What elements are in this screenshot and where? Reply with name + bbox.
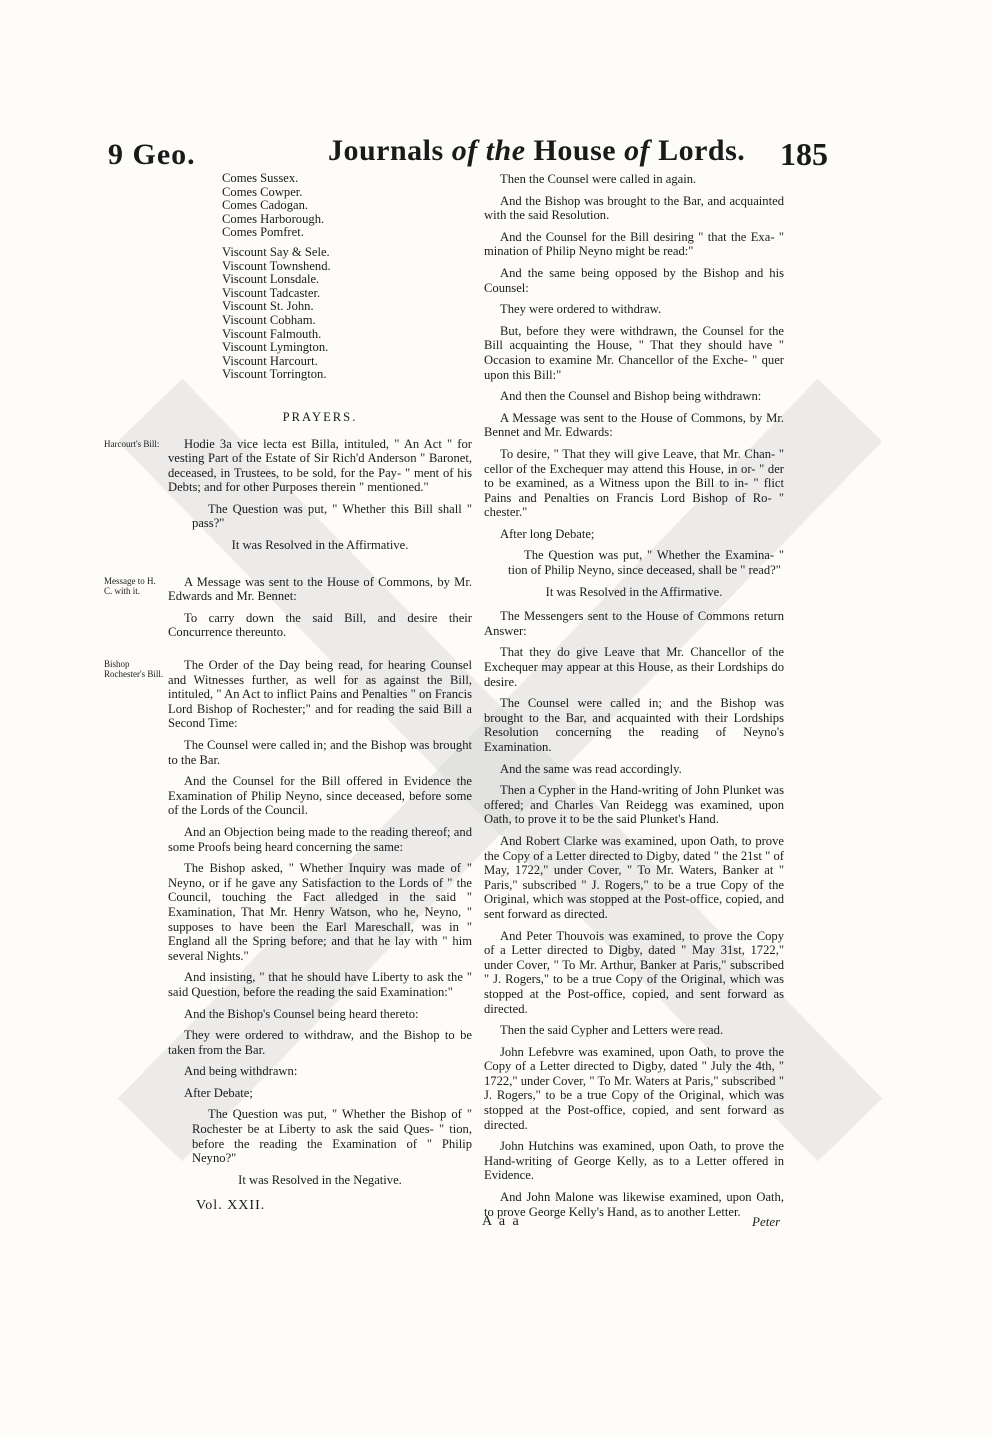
paragraph-opposed: And the same being opposed by the Bishop and his Counsel:: [484, 265, 784, 295]
question-examination: The Question was put, " Whether the Examina- " tion of Philip Neyno, since deceased, shall be " read?": [508, 548, 784, 578]
peer-name: Comes Cadogan.: [222, 198, 309, 213]
paragraph-hodie: Hodie 3a vice lecta est Billa, intituled, " An Act " for vesting Part of the Estate of Sir Rich'd Anderson " Baronet, deceased, in Trustees, to be sold, for the Pay- " ment of his Debts; and for other Purposes therein " mentioned.": [168, 436, 472, 495]
paragraph-being-withdrawn: And being withdrawn:: [184, 1064, 298, 1079]
volume-label: Vol. XXII.: [196, 1198, 266, 1213]
paragraph-clarke: And Robert Clarke was examined, upon Oath, to prove the Copy of a Letter directed to Digby, dated " the 21st " of May, 1722," under Cover, " To Mr. Waters, Banker at " Paris," subscribed " J. Rogers," to be a true Copy of the Original, which was stopped at the Post-office, copied, and sent forward as directed.: [484, 833, 784, 921]
peer-name: Viscount Townshend.: [222, 258, 331, 273]
paragraph-counsel-offered: And the Counsel for the Bill offered in Evidence the Examination of Philip Neyno, since deceased, before some of the Lords of the Council.: [168, 774, 472, 818]
peer-name: Comes Sussex.: [222, 171, 299, 185]
margin-note-bishop: Bishop Rochester's Bill.: [104, 659, 164, 680]
comites-list: [222, 172, 472, 240]
paragraph-malone: And John Malone was likewise examined, upon Oath, to prove George Kelly's Hand, as to another Letter.: [484, 1190, 784, 1219]
resolved-affirmative-2: It was Resolved in the Affirmative.: [545, 584, 723, 599]
paragraph-bishops-counsel: And the Bishop's Counsel being heard thereto:: [184, 1006, 419, 1021]
journal-title: Journals of the House of Lords.: [328, 134, 746, 167]
resolved-affirmative-1: It was Resolved in the Affirmative.: [231, 538, 409, 553]
paragraph-give-leave: That they do give Leave that Mr. Chancellor of the Exchequer may appear at this House, as their Lordships do desire.: [484, 645, 784, 689]
peer-name: Viscount Cobham.: [222, 312, 316, 327]
viscounts-list: [222, 246, 472, 382]
paragraph-counsel-called: The Counsel were called in; and the Bishop was brought to the Bar.: [168, 738, 472, 767]
paragraph-thouvois: And Peter Thouvois was examined, to prove the Copy of a Letter directed to Digby, dated " May 31st, 1722," under Cover, " To Mr. Arthur, Banker at Paris," subscribed " J. Rogers," to be a true Copy of the Original, which was stopped at the Post-office, copied, and sent forward as directed.: [484, 928, 784, 1016]
right-column: [484, 172, 784, 1226]
paragraph-lefebvre: John Lefebvre was examined, upon Oath, to prove the Copy of a Letter directed to Digby, dated " July the 4th, " 1722," under Cover, " To Mr. Waters at Paris," subscribed " J. Rogers," to be a true Copy of the Original, which was stopped at the Post-office, copied, and sent forward as directed.: [484, 1044, 784, 1132]
paragraph-cypher: Then a Cypher in the Hand-writing of John Plunket was offered; and Charles Van Reidegg was examined, upon Oath, to prove it to be the said Plunket's Hand.: [484, 783, 784, 827]
peer-name: Viscount St. John.: [222, 299, 314, 314]
paragraph-counsel-desiring: And the Counsel for the Bill desiring " that the Exa- " mination of Philip Neyno might be read:": [484, 229, 784, 259]
peer-name: Comes Cowper.: [222, 184, 303, 199]
paragraph-to-desire: To desire, " That they will give Leave, that Mr. Chan- " cellor of the Exchequer may attend this House, in or- " der to be examined, as a Witness upon the Bill to in- " flict Pains and Penalties on Francis Lord Bishop of Ro- " chester.": [484, 446, 784, 520]
paragraph-insisting: And insisting, " that he should have Liberty to ask the " said Question, before the reading the said Examination:": [168, 970, 472, 999]
peer-name: Comes Harborough.: [222, 211, 325, 226]
catchword: Peter: [752, 1214, 781, 1229]
peer-name: Viscount Falmouth.: [222, 326, 322, 341]
paragraph-bishop-brought: And the Bishop was brought to the Bar, and acquainted with the said Resolution.: [484, 193, 784, 223]
paragraph-messengers: The Messengers sent to the House of Commons return Answer:: [484, 609, 784, 638]
paragraph-withdraw: They were ordered to withdraw, and the Bishop to be taken from the Bar.: [168, 1028, 472, 1057]
paragraph-carry: To carry down the said Bill, and desire their Concurrence thereunto.: [168, 610, 472, 640]
page-number: 185: [780, 136, 828, 172]
paragraph-ordered-withdraw: They were ordered to withdraw.: [500, 302, 662, 317]
paragraph-long-debate: After long Debate;: [500, 526, 595, 541]
resolved-negative: It was Resolved in the Negative.: [238, 1172, 402, 1187]
question-pass: The Question was put, " Whether this Bill shall " pass?": [192, 501, 472, 531]
prayers-heading: PRAYERS.: [282, 409, 358, 424]
reign-label: 9 Geo.: [108, 138, 196, 171]
paragraph-after-debate: After Debate;: [184, 1085, 253, 1100]
peer-name: Viscount Harcourt.: [222, 353, 318, 368]
paragraph-cypher-read: Then the said Cypher and Letters were read.: [500, 1023, 724, 1038]
paragraph-message-sent: A Message was sent to the House of Commons, by Mr. Bennet and Mr. Edwards:: [484, 410, 784, 440]
peer-name: Comes Pomfret.: [222, 225, 304, 240]
signature-mark: A a a: [482, 1214, 521, 1229]
paragraph-then-withdrawn: And then the Counsel and Bishop being withdrawn:: [500, 389, 762, 404]
paragraph-objection: And an Objection being made to the reading thereof; and some Proofs being heard concerning the same:: [168, 824, 472, 854]
peer-name: Viscount Say & Sele.: [222, 244, 330, 259]
paragraph-hutchins: John Hutchins was examined, upon Oath, to prove the Hand-writing of George Kelly, as to a Letter offered in Evidence.: [484, 1139, 784, 1183]
question-liberty: The Question was put, " Whether the Bishop of " Rochester be at Liberty to ask the said Ques- " tion, before the reading the Examination of " Philip Neyno?": [192, 1107, 472, 1166]
paragraph-counsel-in: The Counsel were called in; and the Bishop was brought to the Bar, and acquainted with their Lordships Resolution concerning the reading of Neyno's Examination.: [484, 696, 784, 754]
margin-note-message: Message to H. C. with it.: [104, 575, 156, 596]
paragraph-before-withdrawn: But, before they were withdrawn, the Counsel for the Bill acquainting the House, " That they should have " Occasion to examine Mr. Chancellor of the Exche- " quer upon this Bill:": [484, 323, 784, 382]
paragraph-order: The Order of the Day being read, for hearing Counsel and Witnesses further, as well for as against the Bill, intituled, " An Act to inflict Pains and Penalties " on Francis Lord Bishop of Rochester;" and for reading the said Bill a Second Time:: [168, 658, 472, 731]
paragraph-message: A Message was sent to the House of Commons, by Mr. Edwards and Mr. Bennet:: [168, 574, 472, 604]
paragraph-called-again: Then the Counsel were called in again.: [500, 172, 697, 186]
left-column: [104, 171, 472, 1187]
peer-name: Viscount Tadcaster.: [222, 285, 321, 300]
peer-name: Viscount Torrington.: [222, 367, 327, 382]
paragraph-bishop-asked: The Bishop asked, " Whether Inquiry was made of " Neyno, or if he gave any Satisfaction to the Lords of " the Council, touching the Fact alledged in the said " Examination, That Mr. Henry Watson, who he, Neyno, " supposes to have been the Earl Mareschall, was in " England all the Spring before; and that he lay with " him several Nights.": [168, 861, 472, 963]
margin-note-harcourt: Harcourt's Bill:: [104, 438, 160, 449]
peer-name: Viscount Lonsdale.: [222, 272, 320, 287]
paragraph-read-accordingly: And the same was read accordingly.: [500, 761, 682, 776]
peer-name: Viscount Lymington.: [222, 340, 329, 355]
